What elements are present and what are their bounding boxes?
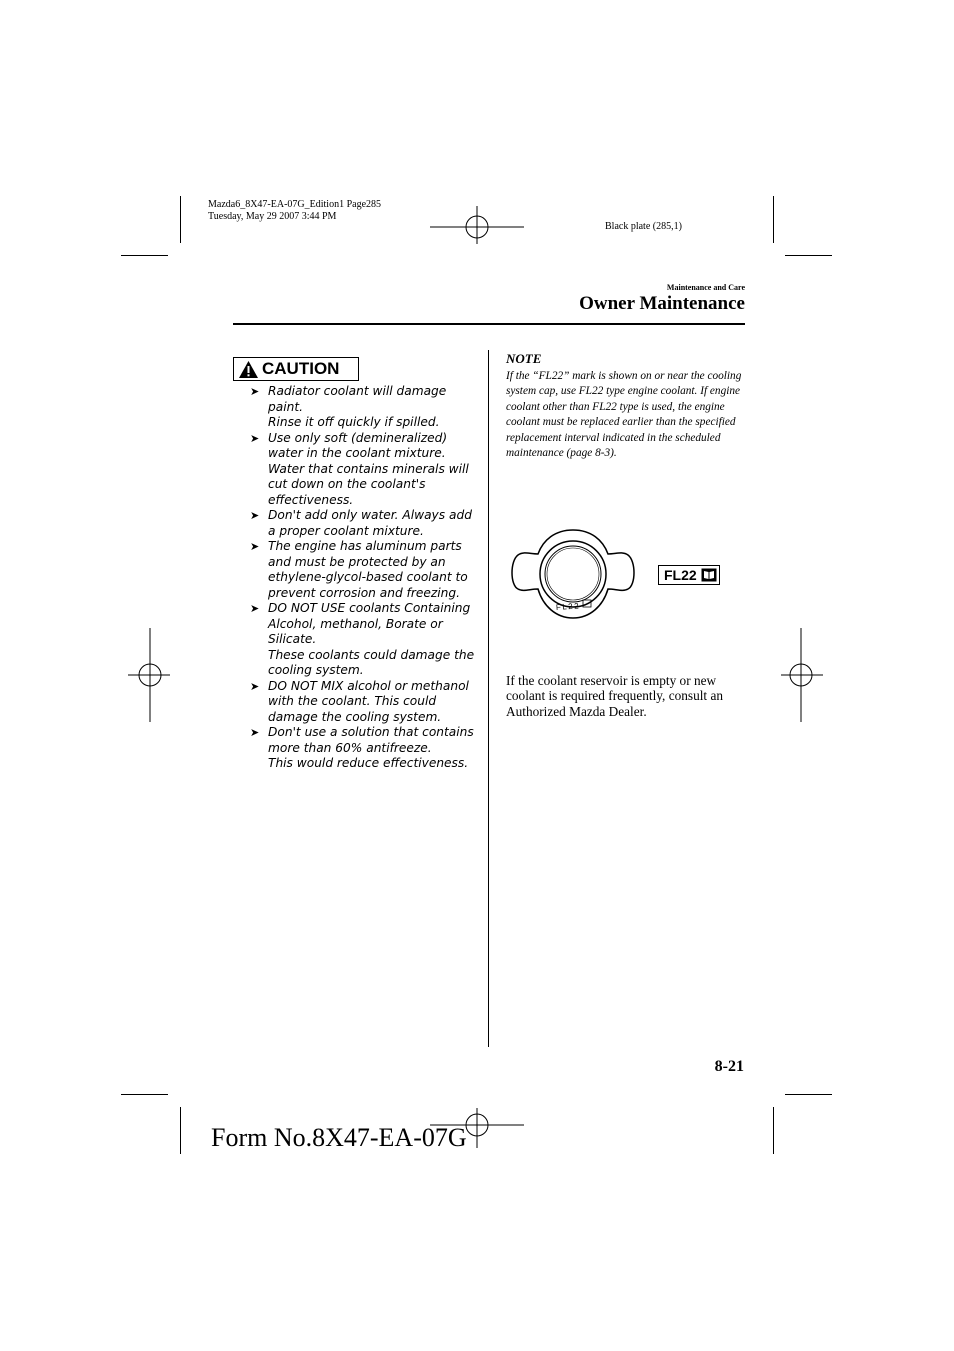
caution-item-line: This would reduce effectiveness. xyxy=(268,756,469,770)
fl22-badge-label: FL22 xyxy=(664,567,697,583)
caution-item-line: DO NOT MIX alcohol or methanol xyxy=(268,678,469,693)
caution-item-line: effectiveness. xyxy=(268,492,354,507)
section-name: Maintenance and Care xyxy=(666,283,745,292)
book-icon xyxy=(701,568,717,582)
column-divider xyxy=(488,350,489,1047)
caution-item xyxy=(250,508,475,539)
arrow-bullet-icon: ➤ xyxy=(250,431,260,445)
caution-item-line: These coolants could damage the xyxy=(268,647,475,662)
caution-item-line: water in the coolant mixture. xyxy=(268,446,446,460)
caution-item-line: Silicate. xyxy=(268,632,317,646)
caution-item-line: more than 60% antifreeze. xyxy=(268,740,432,755)
caution-item xyxy=(250,679,475,726)
caution-item xyxy=(250,601,475,679)
page-title: Owner Maintenance xyxy=(579,293,745,314)
caution-item-line: and must be protected by an xyxy=(268,554,446,569)
black-plate-label: Black plate (285,1) xyxy=(605,221,682,232)
caution-item-line: Rinse it off quickly if spilled. xyxy=(268,415,440,429)
warning-triangle-icon xyxy=(238,360,259,379)
caution-item xyxy=(250,539,475,601)
body-paragraph: If the coolant reservoir is empty or new coolant is required frequently, consult an Authorized Mazda Dealer. xyxy=(506,673,723,719)
caution-list xyxy=(250,384,475,772)
caution-item-line: cooling system. xyxy=(268,663,364,677)
caution-item-line: with the coolant. This could xyxy=(268,694,437,708)
arrow-bullet-icon: ➤ xyxy=(250,509,260,522)
arrow-bullet-icon: ➤ xyxy=(250,602,260,615)
note-title: NOTE xyxy=(506,351,542,366)
arrow-bullet-icon: ➤ xyxy=(250,726,260,739)
caution-item-line: cut down on the coolant's xyxy=(268,477,426,491)
form-number: Form No.8X47-EA-07G xyxy=(211,1123,467,1152)
note-text: If the “FL22” mark is shown on or near the cooling system cap, use FL22 type engine coolant. If engine coolant other than FL22 type is used, the engine coolant must be replaced earlier than the specified replacement interval indicated in the scheduled maintenance (page 8-3). xyxy=(506,370,742,460)
arrow-bullet-icon: ➤ xyxy=(250,540,260,553)
caution-item-line: damage the cooling system. xyxy=(268,709,442,724)
registration-mark-right xyxy=(781,628,823,722)
arrow-bullet-icon: ➤ xyxy=(250,679,260,693)
print-file-line: Mazda6_8X47-EA-07G_Edition1 Page285 xyxy=(208,199,382,210)
caution-item xyxy=(250,384,475,431)
caution-item-line: paint. xyxy=(268,399,303,414)
radiator-cap-illustration xyxy=(510,528,636,622)
caution-item-line: prevent corrosion and freezing. xyxy=(268,585,460,600)
caution-item-line: Radiator coolant will damage xyxy=(268,384,447,398)
fl22-badge xyxy=(658,565,720,585)
registration-mark-left xyxy=(128,628,170,722)
caution-item-line: a proper coolant mixture. xyxy=(268,523,424,538)
caution-item-line: Don't add only water. Always add xyxy=(268,508,472,522)
caution-item-line: Alcohol, methanol, Borate or xyxy=(268,616,443,631)
caution-item-line: ethylene-glycol-based coolant to xyxy=(268,570,468,584)
caution-item xyxy=(250,431,475,509)
header-rule xyxy=(233,323,745,325)
caution-item-line: Water that contains minerals will xyxy=(268,461,469,476)
caution-item xyxy=(250,725,475,772)
print-date-line: Tuesday, May 29 2007 3:44 PM xyxy=(208,211,337,222)
registration-mark-top xyxy=(430,206,524,244)
caution-item-line: DO NOT USE coolants Containing xyxy=(268,601,471,615)
arrow-bullet-icon: ➤ xyxy=(250,385,260,398)
caution-item-line: Use only soft (demineralized) xyxy=(268,430,448,445)
caution-item-line: Don't use a solution that contains xyxy=(268,725,474,739)
page-number: 8-21 xyxy=(714,1058,744,1075)
caution-item-line: The engine has aluminum parts xyxy=(268,539,462,553)
cap-fl22-mark: FL22 xyxy=(555,601,581,612)
caution-label: CAUTION xyxy=(262,359,340,378)
caution-banner xyxy=(233,357,359,381)
